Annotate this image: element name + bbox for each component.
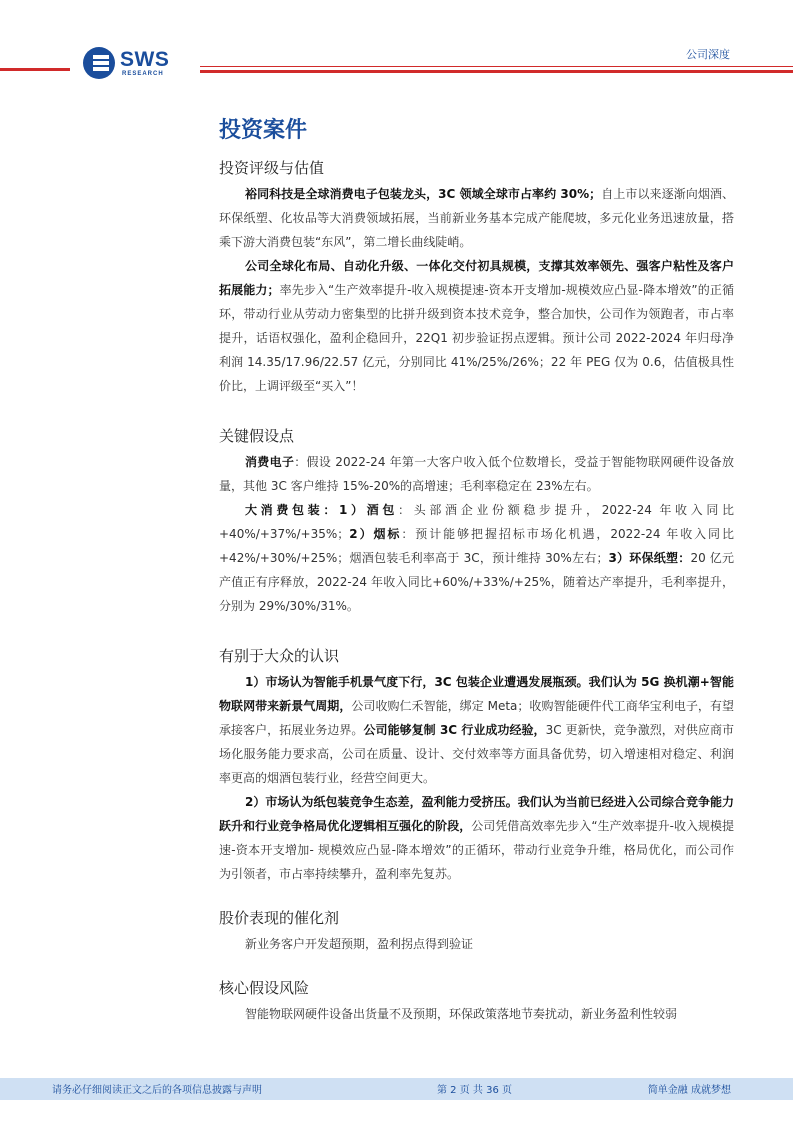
paragraph-text: ：预计能够把握招标市场化机遇，2022-24 年收入同比+42%/+30%/+25%；烟酒包装毛利率高于 3C，预计维持 30%左右； [219, 527, 734, 565]
paragraph-text: 公司收购仁禾智能，绑定 Meta；收购智能硬件代工商华宝利电子，有望承接客户，拓展业务边界。 [219, 699, 734, 737]
paragraph-bold: 大消费包装：1）酒包 [245, 503, 399, 517]
paragraph-rating-2 [219, 254, 734, 398]
report-body [219, 116, 734, 1026]
paragraph-bold: 公司能够复制 3C 行业成功经验， [363, 723, 546, 737]
footer-disclaimer: 请务必仔细阅读正文之后的各项信息披露与声明 [52, 1085, 262, 1096]
paragraph-bold: 消费电子 [245, 455, 295, 469]
paragraph-text: 20 亿元产值正有序释放，2022-24 年收入同比+60%/+33%/+25%，随着达产率提升，毛利率提升，分别为 29%/30%/31%。 [219, 551, 734, 613]
paragraph-text: 智能物联网硬件设备出货量不及预期，环保政策落地节奏扰动，新业务盈利性较弱 [245, 1007, 678, 1021]
paragraph-assumptions-1 [219, 450, 734, 498]
section-heading-assumptions: 关键假设点 [219, 427, 295, 445]
paragraph-bold: 3）环保纸塑： [608, 551, 691, 565]
logo-subtext: RESEARCH [122, 71, 164, 77]
paragraph-rating-1 [219, 182, 734, 254]
paragraph-text: ：假设 2022-24 年第一大客户收入低个位数增长，受益于智能物联网硬件设备放量，其他 3C 客户维持 15%-20%的高增速；毛利率稳定在 23%左右。 [219, 455, 734, 493]
header-divider-left [0, 68, 70, 71]
logo-emblem-icon [82, 46, 116, 80]
paragraph-bold: 2）烟标 [349, 527, 402, 541]
paragraph-text: 公司凭借高效率先步入“生产效率提升-收入规模提速-资本开支增加- 规模效应凸显-降本增效”的正循环，带动行业竞争升维，格局优化，而公司作为引领者，市占率持续攀升，盈利率先复苏。 [219, 819, 734, 881]
paragraph-risk-1 [219, 1002, 734, 1026]
page-title: 投资案件 [219, 118, 308, 143]
paragraph-assumptions-2 [219, 498, 734, 618]
section-heading-risk: 核心假设风险 [219, 979, 310, 997]
logo-text: SWS [120, 48, 170, 71]
paragraph-text: ：头部酒企业份额稳步提升，2022-24 年收入同比+40%/+37%/+35%； [219, 503, 734, 541]
company-logo [82, 46, 182, 82]
paragraph-text: 自上市以来逐渐向烟酒、环保纸塑、化妆品等大消费领域拓展，当前新业务基本完成产能爬坡，多元化业务迅速放量，搭乘下游大消费包装“东风”，第二增长曲线陡峭。 [219, 187, 734, 249]
paragraph-bold: 2）市场认为纸包装竞争生态差，盈利能力受挤压。我们认为当前已经进入公司综合竞争能力跃升和行业竞争格局优化逻辑相互强化的阶段， [219, 795, 734, 833]
header-divider-thin [200, 66, 793, 67]
footer-page-number: 第 2 页 共 36 页 [437, 1085, 512, 1096]
paragraph-bold: 1）市场认为智能手机景气度下行，3C 包装企业遭遇发展瓶颈。我们认为 5G 换机潮+智能物联网带来新景气周期， [219, 675, 734, 713]
report-type-label: 公司深度 [686, 48, 730, 61]
header-divider-right [200, 70, 793, 73]
paragraph-differ-1 [219, 670, 734, 790]
paragraph-bold: 公司全球化布局、自动化升级、一体化交付初具规模，支撑其效率领先、强客户粘性及客户拓展能力； [219, 259, 734, 297]
footer-slogan: 简单金融 成就梦想 [647, 1085, 731, 1096]
paragraph-text: 新业务客户开发超预期，盈利拐点得到验证 [245, 937, 474, 951]
paragraph-text: 率先步入“生产效率提升-收入规模提速-资本开支增加-规模效应凸显-降本增效”的正循环，带动行业从劳动力密集型的比拼升级到资本技术竞争，整合加快，公司作为领跑者，市占率提升，话语权强化，盈利企稳回升，22Q1 初步验证拐点逻辑。预计公司 2022-2024 年归母净利润 14.35/17.96/22.57 亿元，分别同比 41%/25%/26%；22 年 PEG 仅为 0.6，估值极具性价比，上调评级至“买入”！ [219, 283, 734, 393]
section-heading-differ: 有别于大众的认识 [219, 647, 340, 665]
paragraph-bold: 裕同科技是全球消费电子包装龙头，3C 领域全球市占率约 30%； [245, 187, 602, 201]
paragraph-differ-2 [219, 790, 734, 886]
paragraph-catalyst-1 [219, 932, 734, 956]
section-heading-rating: 投资评级与估值 [219, 159, 325, 177]
section-heading-catalyst: 股价表现的催化剂 [219, 909, 340, 927]
paragraph-text: 3C 更新快，竞争激烈，对供应商市场化服务能力要求高，公司在质量、设计、交付效率等方面具备优势，切入增速相对稳定、利润率更高的烟酒包装行业，经营空间更大。 [219, 723, 734, 785]
